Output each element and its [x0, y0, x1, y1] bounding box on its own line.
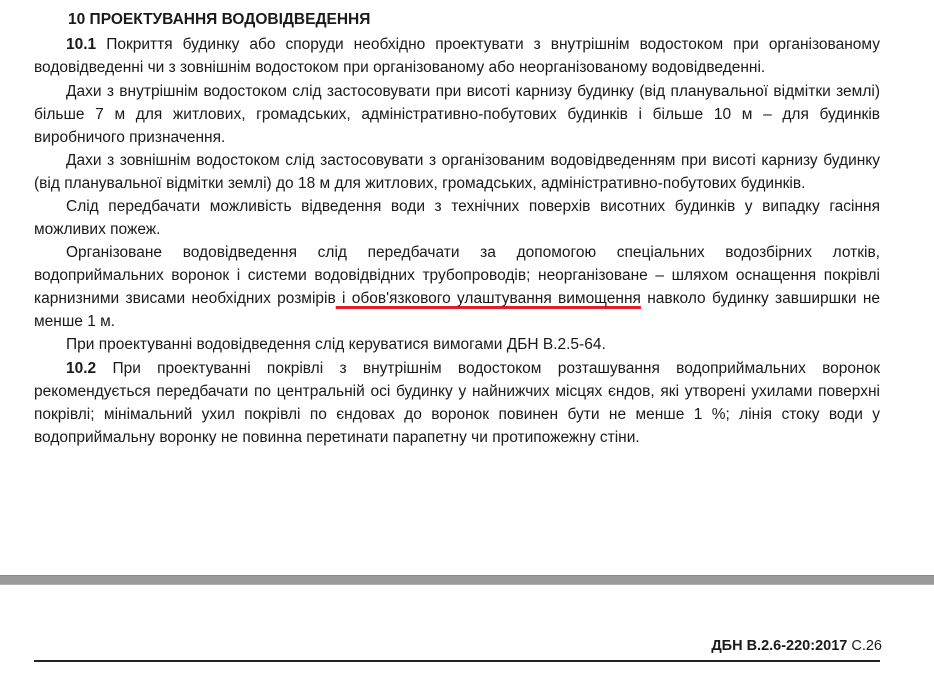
document-id: ДБН В.2.6-220:2017: [711, 638, 848, 654]
highlighted-phrase: і обов'язкового улаштування вимощення: [335, 290, 641, 307]
page-number: С.26: [851, 638, 882, 654]
footer-rule: [34, 660, 880, 662]
paragraph-organized-drainage: [34, 241, 880, 333]
clause-number: 10.2: [66, 360, 97, 377]
paragraph-text: навколо будинку завширшки не менше 1 м.: [34, 290, 881, 330]
paragraph-text: Покриття будинку або споруди необхідно проектувати з внутрішнім водостоком при організованому водовідведенні чи з зовнішнім водостоком при організованому або неорганізованому водовідведенні.: [34, 36, 880, 76]
paragraph-10-1: [34, 33, 880, 79]
paragraph-internal-drainage: Дахи з внутрішнім водостоком слід застосовувати при висоті карнизу будинку (від планувальної відмітки землі) більше 7 м для житлових, громадських, адміністративно-побутових будинків і більше 10 м – для будинків виробничого призначення.: [34, 83, 880, 146]
clause-number: 10.1: [66, 36, 97, 53]
paragraph-external-drainage: Дахи з зовнішнім водостоком слід застосовувати з організованим водовідведенням при висоті карнизу будинку (від планувальної відмітки землі) до 18 м для житлових, громадських, адміністративно-побутових будинків.: [34, 152, 880, 192]
document-body: [34, 8, 880, 449]
paragraph-text: При проектуванні покрівлі з внутрішнім водостоком розташування водоприймальних воронок рекомендується передбачати по центральній осі будинку у найнижчих місцях єндов, які утворені ухилами поверхні покрівлі; мінімальний ухил покрівлі по єндовах до воронок повинен бути не менше 1 %; лінія стоку води у водоприймальну воронку не повинна перетинати парапетну чи протипожежну стіни.: [34, 360, 880, 446]
paragraph-10-2: [34, 357, 880, 449]
section-heading: 10 ПРОЕКТУВАННЯ ВОДОВІДВЕДЕННЯ: [68, 11, 371, 28]
paragraph-technical-floors: Слід передбачати можливість відведення води з технічних поверхів висотних будинків у випадку гасіння можливих пожеж.: [34, 198, 880, 238]
page-footer: [711, 638, 882, 654]
paragraph-reference: При проектуванні водовідведення слід керуватися вимогами ДБН В.2.5-64.: [66, 336, 606, 353]
paragraph-text: Організоване водовідведення слід передбачати за допомогою спеціальних водозбірних лотків, водоприймальних воронок і системи водовідвідних трубопроводів; неорганізоване – шляхом оснащення покрівлі карнизними звисами необхідних розмірів: [34, 244, 880, 307]
page-separator: [0, 575, 934, 585]
